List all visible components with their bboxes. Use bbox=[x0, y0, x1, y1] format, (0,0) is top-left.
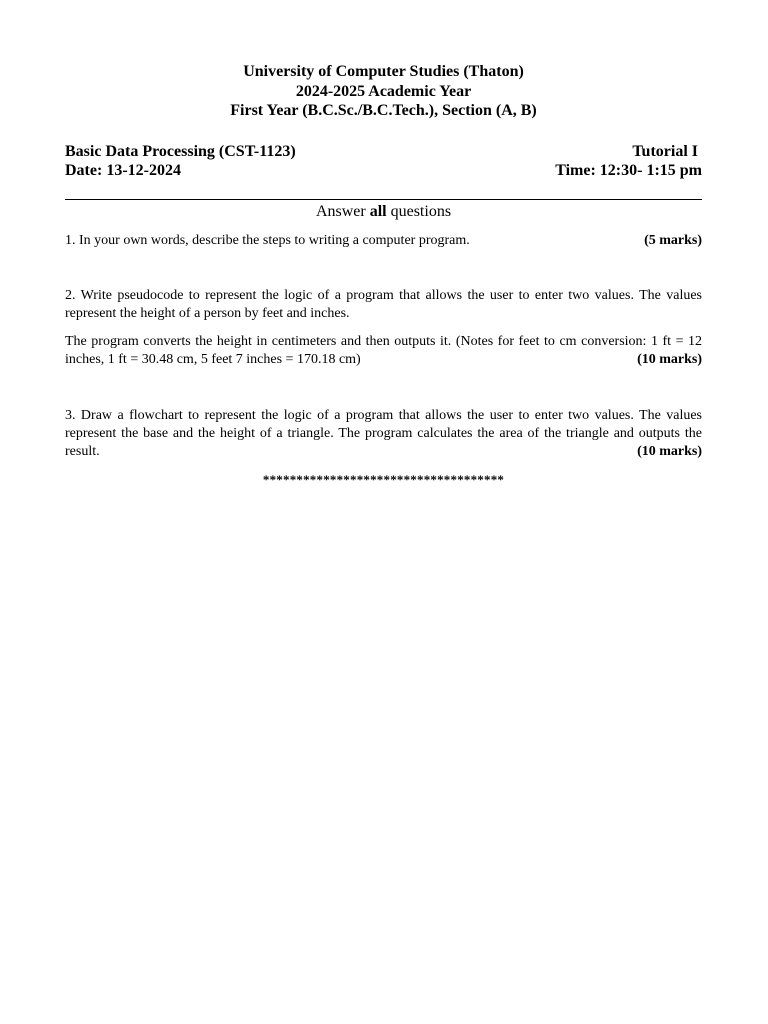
question-2-notes bbox=[65, 333, 702, 369]
university-name: University of Computer Studies (Thaton) bbox=[243, 63, 524, 80]
question-1 bbox=[65, 232, 702, 250]
exam-time: Time: 12:30- 1:15 pm bbox=[555, 162, 702, 179]
instruction-emphasis: all bbox=[369, 203, 387, 220]
instruction-suffix: questions bbox=[386, 203, 452, 220]
tutorial-label: Tutorial I bbox=[632, 143, 698, 160]
meta-row-subject bbox=[65, 142, 702, 161]
question-1-text: 1. In your own words, describe the steps to writing a computer program. bbox=[65, 233, 470, 248]
question-2 bbox=[65, 287, 702, 323]
question-2-marks: (10 marks) bbox=[637, 352, 702, 368]
question-1-marks: (5 marks) bbox=[644, 233, 702, 248]
question-2-text: 2. Write pseudocode to represent the logic of a program that allows the user to enter two values. The values represent the height of a person by feet and inches. bbox=[65, 288, 702, 322]
question-2-notes-text: The program converts the height in centimeters and then outputs it. (Notes for feet to cm conversion: 1 ft = 12 inches, 1 ft = 30.48 cm, 5 feet 7 inches = 170.18 cm) bbox=[65, 334, 702, 368]
instruction bbox=[65, 202, 702, 221]
academic-year: 2024-2025 Academic Year bbox=[295, 82, 472, 100]
end-of-paper-stars: ************************************ bbox=[262, 472, 505, 487]
class-section: First Year (B.C.Sc./B.C.Tech.), Section (A, B) bbox=[230, 102, 537, 119]
divider-line bbox=[65, 199, 702, 200]
subject-title: Basic Data Processing (CST-1123) bbox=[65, 143, 296, 160]
document-header bbox=[65, 62, 702, 121]
question-3 bbox=[65, 407, 702, 462]
question-3-marks: (10 marks) bbox=[637, 444, 702, 460]
instruction-prefix: Answer bbox=[315, 203, 370, 220]
meta-row-date bbox=[65, 161, 702, 180]
exam-date: Date: 13-12-2024 bbox=[65, 162, 181, 179]
question-3-text: 3. Draw a flowchart to represent the logic of a program that allows the user to enter two values. The values represent the base and the height of a triangle. The program calculates the area of the triangle and outputs the result. bbox=[65, 408, 702, 460]
